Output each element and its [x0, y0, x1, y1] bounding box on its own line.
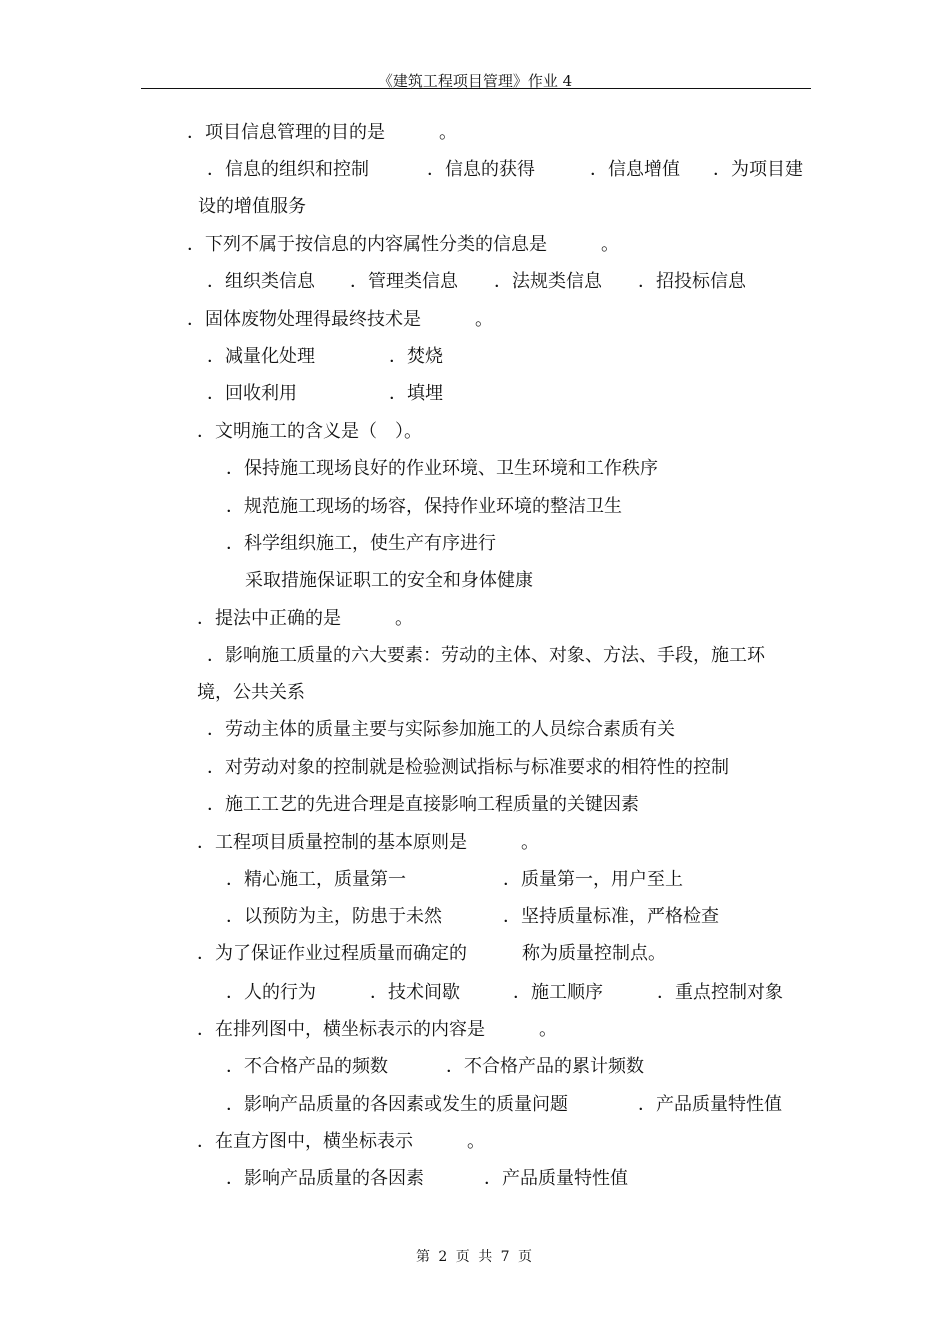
question-5-stem: ．提法中正确的是 。 — [197, 608, 413, 629]
page-number-footer: 第 2 页 共 7 页 — [415, 1249, 535, 1265]
question-7-option-d: ．重点控制对象 — [657, 982, 783, 1003]
question-6-stem: ．工程项目质量控制的基本原则是 。 — [197, 832, 539, 853]
question-9-stem: ．在直方图中，横坐标表示 。 — [197, 1131, 485, 1152]
question-2-option-c: ．法规类信息 — [494, 271, 602, 292]
question-8-stem: ．在排列图中，横坐标表示的内容是 。 — [197, 1019, 557, 1040]
question-1-option-c: ．信息增值 — [590, 159, 680, 180]
question-5-option-b: ．劳动主体的质量主要与实际参加施工的人员综合素质有关 — [207, 719, 675, 740]
question-9-option-a: ．影响产品质量的各因素 — [226, 1168, 424, 1189]
question-4-option-c: ．科学组织施工，使生产有序进行 — [226, 533, 496, 554]
question-3-option-b: ．焚烧 — [389, 346, 443, 367]
question-1-option-b: ．信息的获得 — [427, 159, 535, 180]
question-5-option-c: ．对劳动对象的控制就是检验测试指标与标准要求的相符性的控制 — [207, 757, 729, 778]
question-6-option-a: ．精心施工，质量第一 — [226, 869, 406, 890]
question-1-option-d: ．为项目建 — [713, 159, 803, 180]
question-4-stem: ．文明施工的含义是（ ）。 — [197, 421, 422, 442]
question-2-option-b: ．管理类信息 — [350, 271, 458, 292]
question-5-option-d: ．施工工艺的先进合理是直接影响工程质量的关键因素 — [207, 794, 639, 815]
question-3-option-c: ．回收利用 — [207, 383, 297, 404]
question-3-stem: ．固体废物处理得最终技术是 。 — [187, 309, 493, 330]
question-6-option-b: ．质量第一，用户至上 — [503, 869, 683, 890]
question-1-option-d-continued: 设的增值服务 — [198, 196, 306, 217]
question-1-stem: ．项目信息管理的目的是 。 — [187, 122, 457, 143]
page-header-title: 《建筑工程项目管理》作业 4 — [377, 72, 573, 90]
question-7-stem: ．为了保证作业过程质量而确定的 — [197, 943, 467, 964]
question-8-option-d: ．产品质量特性值 — [638, 1094, 782, 1115]
question-6-option-d: ．坚持质量标准，严格检查 — [503, 906, 719, 927]
question-8-option-a: ．不合格产品的频数 — [226, 1056, 388, 1077]
question-7-option-a: ．人的行为 — [226, 982, 316, 1003]
question-2-option-d: ．招投标信息 — [638, 271, 746, 292]
question-3-option-d: ．填埋 — [389, 383, 443, 404]
question-4-option-d: 采取措施保证职工的安全和身体健康 — [245, 570, 533, 591]
question-1-option-a: ．信息的组织和控制 — [207, 159, 369, 180]
question-7-stem-tail: 称为质量控制点。 — [522, 943, 666, 964]
question-2-stem: ．下列不属于按信息的内容属性分类的信息是 。 — [187, 234, 619, 255]
question-8-option-c: ．影响产品质量的各因素或发生的质量问题 — [226, 1094, 568, 1115]
question-6-option-c: ．以预防为主，防患于未然 — [226, 906, 442, 927]
question-2-option-a: ．组织类信息 — [207, 271, 315, 292]
question-4-option-b: ．规范施工现场的场容，保持作业环境的整洁卫生 — [226, 496, 622, 517]
question-7-option-c: ．施工顺序 — [513, 982, 603, 1003]
question-8-option-b: ．不合格产品的累计频数 — [446, 1056, 644, 1077]
question-3-option-a: ．减量化处理 — [207, 346, 315, 367]
question-7-option-b: ．技术间歇 — [370, 982, 460, 1003]
question-5-option-a-continued: 境，公共关系 — [197, 682, 305, 703]
question-5-option-a: ．影响施工质量的六大要素：劳动的主体、对象、方法、手段，施工环 — [207, 645, 765, 666]
question-9-option-b: ．产品质量特性值 — [484, 1168, 628, 1189]
header-divider — [141, 88, 811, 89]
question-4-option-a: ．保持施工现场良好的作业环境、卫生环境和工作秩序 — [226, 458, 658, 479]
